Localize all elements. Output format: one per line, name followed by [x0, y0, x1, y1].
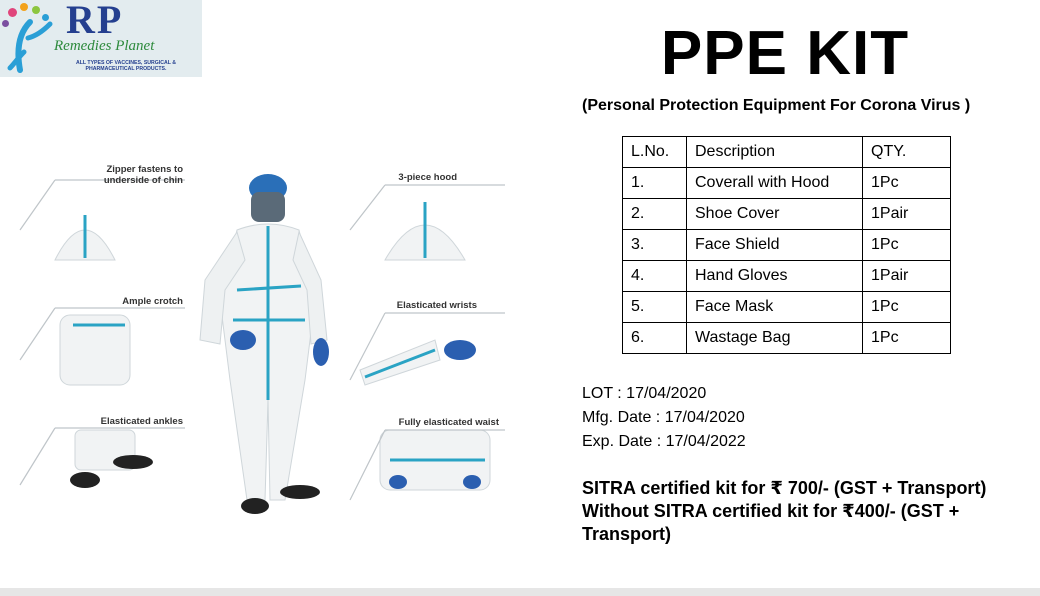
cell-lno: 4. — [623, 261, 687, 292]
table-row — [623, 199, 951, 230]
cell-description: Coverall with Hood — [687, 168, 863, 199]
caption-hood: 3-piece hood — [398, 172, 457, 183]
cell-description: Hand Gloves — [687, 261, 863, 292]
cell-lno: 5. — [623, 292, 687, 323]
logo-letters: RP — [66, 0, 124, 42]
price-sitra-certified: SITRA certified kit for ₹ 700/- (GST + Transport) — [582, 478, 987, 498]
batch-info — [582, 382, 746, 454]
price-non-certified: Without SITRA certified kit for ₹400/- (GST + Transport) — [582, 501, 960, 544]
header-description: Description — [687, 137, 863, 168]
coverall-suit-icon — [15, 130, 560, 550]
logo-name: Remedies Planet — [54, 38, 155, 54]
table-row — [623, 261, 951, 292]
cell-qty: 1Pc — [863, 230, 951, 261]
cell-qty: 1Pc — [863, 168, 951, 199]
cell-qty: 1Pair — [863, 199, 951, 230]
table-row — [623, 323, 951, 354]
bottom-bar — [0, 588, 1040, 596]
caption-wrists: Elasticated wrists — [396, 300, 477, 311]
company-logo — [0, 0, 202, 77]
exp-date: Exp. Date : 17/04/2022 — [582, 433, 746, 450]
table-row — [623, 292, 951, 323]
pricing-info — [582, 477, 1022, 546]
cell-lno: 2. — [623, 199, 687, 230]
cell-description: Face Mask — [687, 292, 863, 323]
caption-waist: Fully elasticated waist — [398, 417, 499, 428]
caption-ankles: Elasticated ankles — [100, 416, 183, 427]
cell-description: Shoe Cover — [687, 199, 863, 230]
kit-contents-table — [622, 136, 951, 354]
cell-qty: 1Pc — [863, 323, 951, 354]
header-qty: QTY. — [863, 137, 951, 168]
page-subtitle: (Personal Protection Equipment For Corona Virus ) — [582, 97, 971, 114]
cell-qty: 1Pair — [863, 261, 951, 292]
table-row — [623, 168, 951, 199]
mfg-date: Mfg. Date : 17/04/2020 — [582, 409, 745, 426]
table-row — [623, 230, 951, 261]
cell-lno: 3. — [623, 230, 687, 261]
table-header-row — [623, 137, 951, 168]
cell-lno: 6. — [623, 323, 687, 354]
header-lno: L.No. — [623, 137, 687, 168]
cell-description: Wastage Bag — [687, 323, 863, 354]
cell-description: Face Shield — [687, 230, 863, 261]
caption-crotch: Ample crotch — [122, 296, 183, 307]
ppe-illustration — [15, 130, 560, 550]
caption-zipper: Zipper fastens to underside of chin — [103, 164, 183, 186]
logo-tagline: ALL TYPES OF VACCINES, SURGICAL & PHARMACEUTICAL PRODUCTS. — [75, 60, 176, 72]
cell-lno: 1. — [623, 168, 687, 199]
cell-qty: 1Pc — [863, 292, 951, 323]
page-title: PPE KIT — [660, 19, 910, 88]
lot-number: LOT : 17/04/2020 — [582, 385, 707, 402]
